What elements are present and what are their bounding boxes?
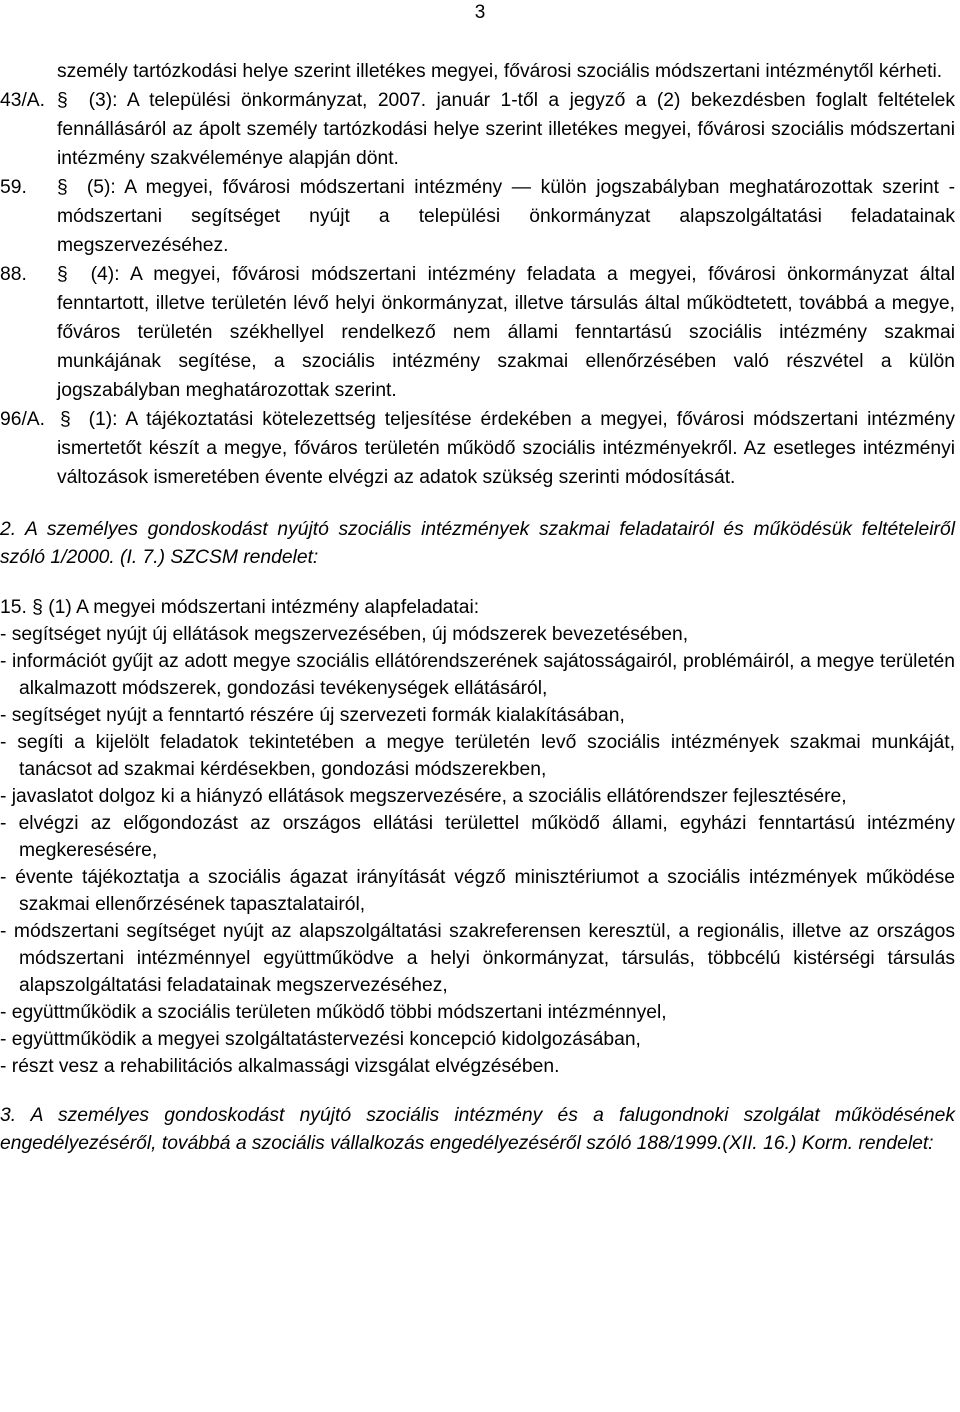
intro-paragraph: személy tartózkodási helye szerint illetékes megyei, fővárosi szociális módszertani intézménytől kérheti. bbox=[57, 61, 943, 82]
section-text: (1) A megyei módszertani intézmény alapfeladatai: bbox=[48, 597, 480, 618]
section-text: (4): A megyei, fővárosi módszertani intézmény feladata a megyei, fővárosi önkormányzat által fenntartott, illetve területén lévő helyi önkormányzat, illetve társulás által működtetett, továbbá a megye, főváros területén székhellyel rendelkező nem állami fenntartású szociális intézmény szakmai munkájának segítése, a szociális intézmény szakmai ellenőrzésében való részvétel a külön jogszabályban meghatározottak szerint. bbox=[57, 264, 955, 401]
spacer bbox=[0, 572, 960, 594]
section-sign: § bbox=[57, 90, 68, 111]
heading-regulation-2: 2. A személyes gondoskodást nyújtó szociális intézmények szakmai feladatairól és működésük feltételeiről szóló 1/2000. (I. 7.) SZCSM rendelet: bbox=[0, 519, 955, 568]
list-item: - elvégzi az előgondozást az országos ellátási területtel működő állami, egyházi fenntartású intézmény megkeresésére, bbox=[0, 813, 955, 861]
section-15-heading bbox=[0, 594, 960, 621]
list-item: - segítséget nyújt új ellátások megszervezésében, új módszerek bevezetésében, bbox=[0, 624, 689, 645]
section-43a bbox=[0, 86, 960, 173]
list-item: - együttműködik a megyei szolgáltatástervezési koncepció kidolgozásában, bbox=[0, 1029, 641, 1050]
list-item: - évente tájékoztatja a szociális ágazat irányítását végző minisztériumot a szociális intézmények működése szakmai ellenőrzésének tapasztalatairól, bbox=[0, 867, 955, 915]
section-label: 88. bbox=[0, 264, 27, 285]
section-88 bbox=[0, 260, 960, 405]
section-text: (5): A megyei, fővárosi módszertani intézmény — külön jogszabályban meghatározottak szerint - módszertani segítséget nyújt a települési önkormányzat alapszolgáltatási feladatainak megszervezéséhez. bbox=[57, 177, 955, 256]
section-96a bbox=[0, 405, 960, 492]
section-59 bbox=[0, 173, 960, 260]
section-label: 96/A. bbox=[0, 409, 46, 430]
section-sign: § bbox=[32, 597, 43, 618]
section-label: 15. bbox=[0, 597, 27, 618]
section-sign: § bbox=[57, 264, 68, 285]
section-sign: § bbox=[60, 409, 71, 430]
spacer bbox=[0, 492, 960, 516]
list-item: - módszertani segítséget nyújt az alapszolgáltatási szakreferensen keresztül, a regionális, illetve az országos módszertani intézménnyel együttműködve a helyi önkormányzat, társulás, többcélú kistérségi társulás alapszolgáltatási feladatainak megszervezéséhez, bbox=[0, 921, 955, 996]
heading-regulation-3: 3. A személyes gondoskodást nyújtó szociális intézmény és a falugondnoki szolgálat működésének engedélyezéséről, továbbá a szociális vállalkozás engedélyezéséről szóló 188/1999.(XII. 16.) Korm. rendelet: bbox=[0, 1105, 955, 1154]
section-text: (3): A települési önkormányzat, 2007. január 1-től a jegyző a (2) bekezdésben foglalt feltételek fennállásáról az ápolt személy tartózkodási helye szerint illetékes megyei, fővárosi szociális módszertani intézmény szakvéleménye alapján dönt. bbox=[57, 90, 956, 169]
section-sign: § bbox=[57, 177, 68, 198]
list-item: - információt gyűjt az adott megye szociális ellátórendszerének sajátosságairól, problémáiról, a megye területén alkalmazott módszerek, gondozási tevékenységek ellátásáról, bbox=[0, 651, 955, 699]
list-item: - részt vesz a rehabilitációs alkalmassági vizsgálat elvégzésében. bbox=[0, 1056, 560, 1077]
spacer bbox=[0, 1080, 960, 1102]
section-text: (1): A tájékoztatási kötelezettség teljesítése érdekében a megyei, fővárosi módszertani intézmény ismertetőt készít a megye, főváros területén működő szociális intézményekről. Az esetleges intézményi változások ismeretében évente elvégzi az adatok szükség szerinti módosítását. bbox=[57, 409, 955, 488]
section-label: 43/A. bbox=[0, 90, 46, 111]
list-item: - segítséget nyújt a fenntartó részére új szervezeti formák kialakításában, bbox=[0, 705, 625, 726]
list-item: - javaslatot dolgoz ki a hiányzó ellátások megszervezésére, a szociális ellátórendszer fejlesztésére, bbox=[0, 786, 847, 807]
section-label: 59. bbox=[0, 177, 27, 198]
document-body bbox=[0, 57, 960, 1158]
list-item: - segíti a kijelölt feladatok tekintetében a megye területén levő szociális intézmények szakmai munkáját, tanácsot ad szakmai kérdésekben, gondozási módszerekben, bbox=[0, 732, 955, 780]
page-number: 3 bbox=[474, 2, 486, 23]
list-item: - együttműködik a szociális területen működő többi módszertani intézménnyel, bbox=[0, 1002, 667, 1023]
